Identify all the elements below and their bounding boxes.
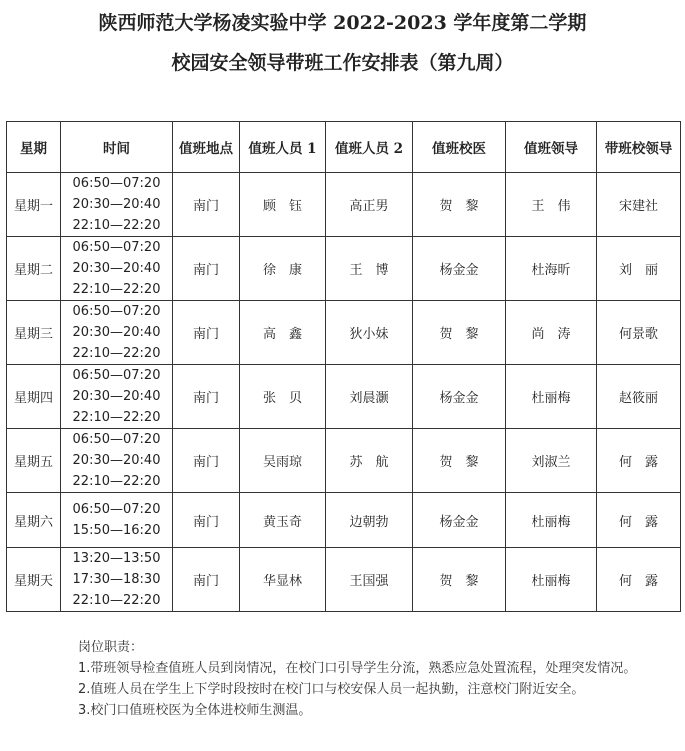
time-cell: [61, 493, 173, 548]
doctor-cell: 贺 黎: [413, 173, 506, 237]
time-slot: 22:10—22:20: [72, 410, 161, 425]
time-slot: 13:20—13:50: [72, 551, 161, 566]
doctor-cell: 杨金金: [413, 237, 506, 301]
staff2-cell: 王国强: [326, 548, 413, 612]
staff1-cell: 华显林: [240, 548, 326, 612]
place-cell: 南门: [173, 173, 240, 237]
doctor-cell: 杨金金: [413, 365, 506, 429]
table-header-row: [7, 122, 681, 173]
time-slot: 06:50—07:20: [72, 432, 161, 447]
leader-cell: 尚 涛: [506, 301, 597, 365]
place-cell: 南门: [173, 548, 240, 612]
day-cell: 星期四: [7, 365, 61, 429]
school-leader-cell: 宋建社: [597, 173, 681, 237]
staff1-cell: 徐 康: [240, 237, 326, 301]
time-slot: 20:30—20:40: [72, 197, 161, 212]
time-cell: [61, 237, 173, 301]
staff2-cell: 王 博: [326, 237, 413, 301]
time-slot: 22:10—22:20: [72, 346, 161, 361]
duty-schedule-table: [6, 121, 681, 612]
place-cell: 南门: [173, 493, 240, 548]
time-cell: [61, 173, 173, 237]
header-school-leader: 带班校领导: [597, 122, 681, 173]
staff1-cell: 顾 钰: [240, 173, 326, 237]
staff1-cell: 张 贝: [240, 365, 326, 429]
header-place: 值班地点: [173, 122, 240, 173]
time-slot: 20:30—20:40: [72, 325, 161, 340]
header-staff1: 值班人员 1: [240, 122, 326, 173]
day-cell: 星期三: [7, 301, 61, 365]
day-cell: 星期二: [7, 237, 61, 301]
leader-cell: 王 伟: [506, 173, 597, 237]
time-slot: 15:50—16:20: [72, 523, 161, 538]
time-cell: [61, 301, 173, 365]
table-row: [7, 237, 681, 301]
doctor-cell: 贺 黎: [413, 429, 506, 493]
header-doctor: 值班校医: [413, 122, 506, 173]
note-item: 2.值班人员在学生上下学时段按时在校门口与校安保人员一起执勤，注意校门附近安全。: [78, 682, 585, 697]
table-row: [7, 365, 681, 429]
leader-cell: 杜丽梅: [506, 548, 597, 612]
header-day: 星期: [7, 122, 61, 173]
table-row: [7, 301, 681, 365]
time-slot: 06:50—07:20: [72, 304, 161, 319]
time-slot: 20:30—20:40: [72, 389, 161, 404]
document-title: 陕西师范大学杨凌实验中学 2022-2023 学年度第二学期: [98, 12, 587, 34]
staff2-cell: 狄小妹: [326, 301, 413, 365]
note-item: 3.校门口值班校医为全体进校师生测温。: [78, 703, 312, 718]
school-leader-cell: 何 露: [597, 493, 681, 548]
staff2-cell: 边朝勃: [326, 493, 413, 548]
leader-cell: 杜海昕: [506, 237, 597, 301]
place-cell: 南门: [173, 429, 240, 493]
duty-notes: [78, 637, 668, 721]
time-slot: 22:10—22:20: [72, 282, 161, 297]
time-cell: [61, 429, 173, 493]
time-slot: 06:50—07:20: [72, 368, 161, 383]
school-leader-cell: 何景歌: [597, 301, 681, 365]
time-slot: 22:10—22:20: [72, 593, 161, 608]
day-cell: 星期六: [7, 493, 61, 548]
time-slot: 20:30—20:40: [72, 453, 161, 468]
time-slot: 22:10—22:20: [72, 474, 161, 489]
document-subtitle: 校园安全领导带班工作安排表（第九周）: [171, 52, 514, 74]
place-cell: 南门: [173, 365, 240, 429]
time-slot: 22:10—22:20: [72, 218, 161, 233]
staff1-cell: 黄玉奇: [240, 493, 326, 548]
doctor-cell: 贺 黎: [413, 301, 506, 365]
day-cell: 星期一: [7, 173, 61, 237]
staff2-cell: 苏 航: [326, 429, 413, 493]
time-slot: 20:30—20:40: [72, 261, 161, 276]
table-row: [7, 548, 681, 612]
leader-cell: 杜丽梅: [506, 493, 597, 548]
staff1-cell: 高 鑫: [240, 301, 326, 365]
doctor-cell: 杨金金: [413, 493, 506, 548]
doctor-cell: 贺 黎: [413, 548, 506, 612]
note-item: 1.带班领导检查值班人员到岗情况，在校门口引导学生分流，熟悉应急处置流程，处理突发情况。: [78, 661, 637, 676]
day-cell: 星期五: [7, 429, 61, 493]
header-staff2: 值班人员 2: [326, 122, 413, 173]
time-slot: 06:50—07:20: [72, 176, 161, 191]
time-cell: [61, 365, 173, 429]
notes-heading: 岗位职责：: [78, 640, 144, 655]
header-time: 时间: [61, 122, 173, 173]
time-slot: 06:50—07:20: [72, 502, 161, 517]
time-slot: 06:50—07:20: [72, 240, 161, 255]
school-leader-cell: 何 露: [597, 548, 681, 612]
school-leader-cell: 刘 丽: [597, 237, 681, 301]
table-row: [7, 493, 681, 548]
staff1-cell: 吴雨琼: [240, 429, 326, 493]
staff2-cell: 高正男: [326, 173, 413, 237]
school-leader-cell: 赵筱丽: [597, 365, 681, 429]
table-row: [7, 429, 681, 493]
staff2-cell: 刘晨灏: [326, 365, 413, 429]
leader-cell: 杜丽梅: [506, 365, 597, 429]
day-cell: 星期天: [7, 548, 61, 612]
place-cell: 南门: [173, 301, 240, 365]
table-row: [7, 173, 681, 237]
time-cell: [61, 548, 173, 612]
place-cell: 南门: [173, 237, 240, 301]
time-slot: 17:30—18:30: [72, 572, 161, 587]
header-leader: 值班领导: [506, 122, 597, 173]
school-leader-cell: 何 露: [597, 429, 681, 493]
leader-cell: 刘淑兰: [506, 429, 597, 493]
